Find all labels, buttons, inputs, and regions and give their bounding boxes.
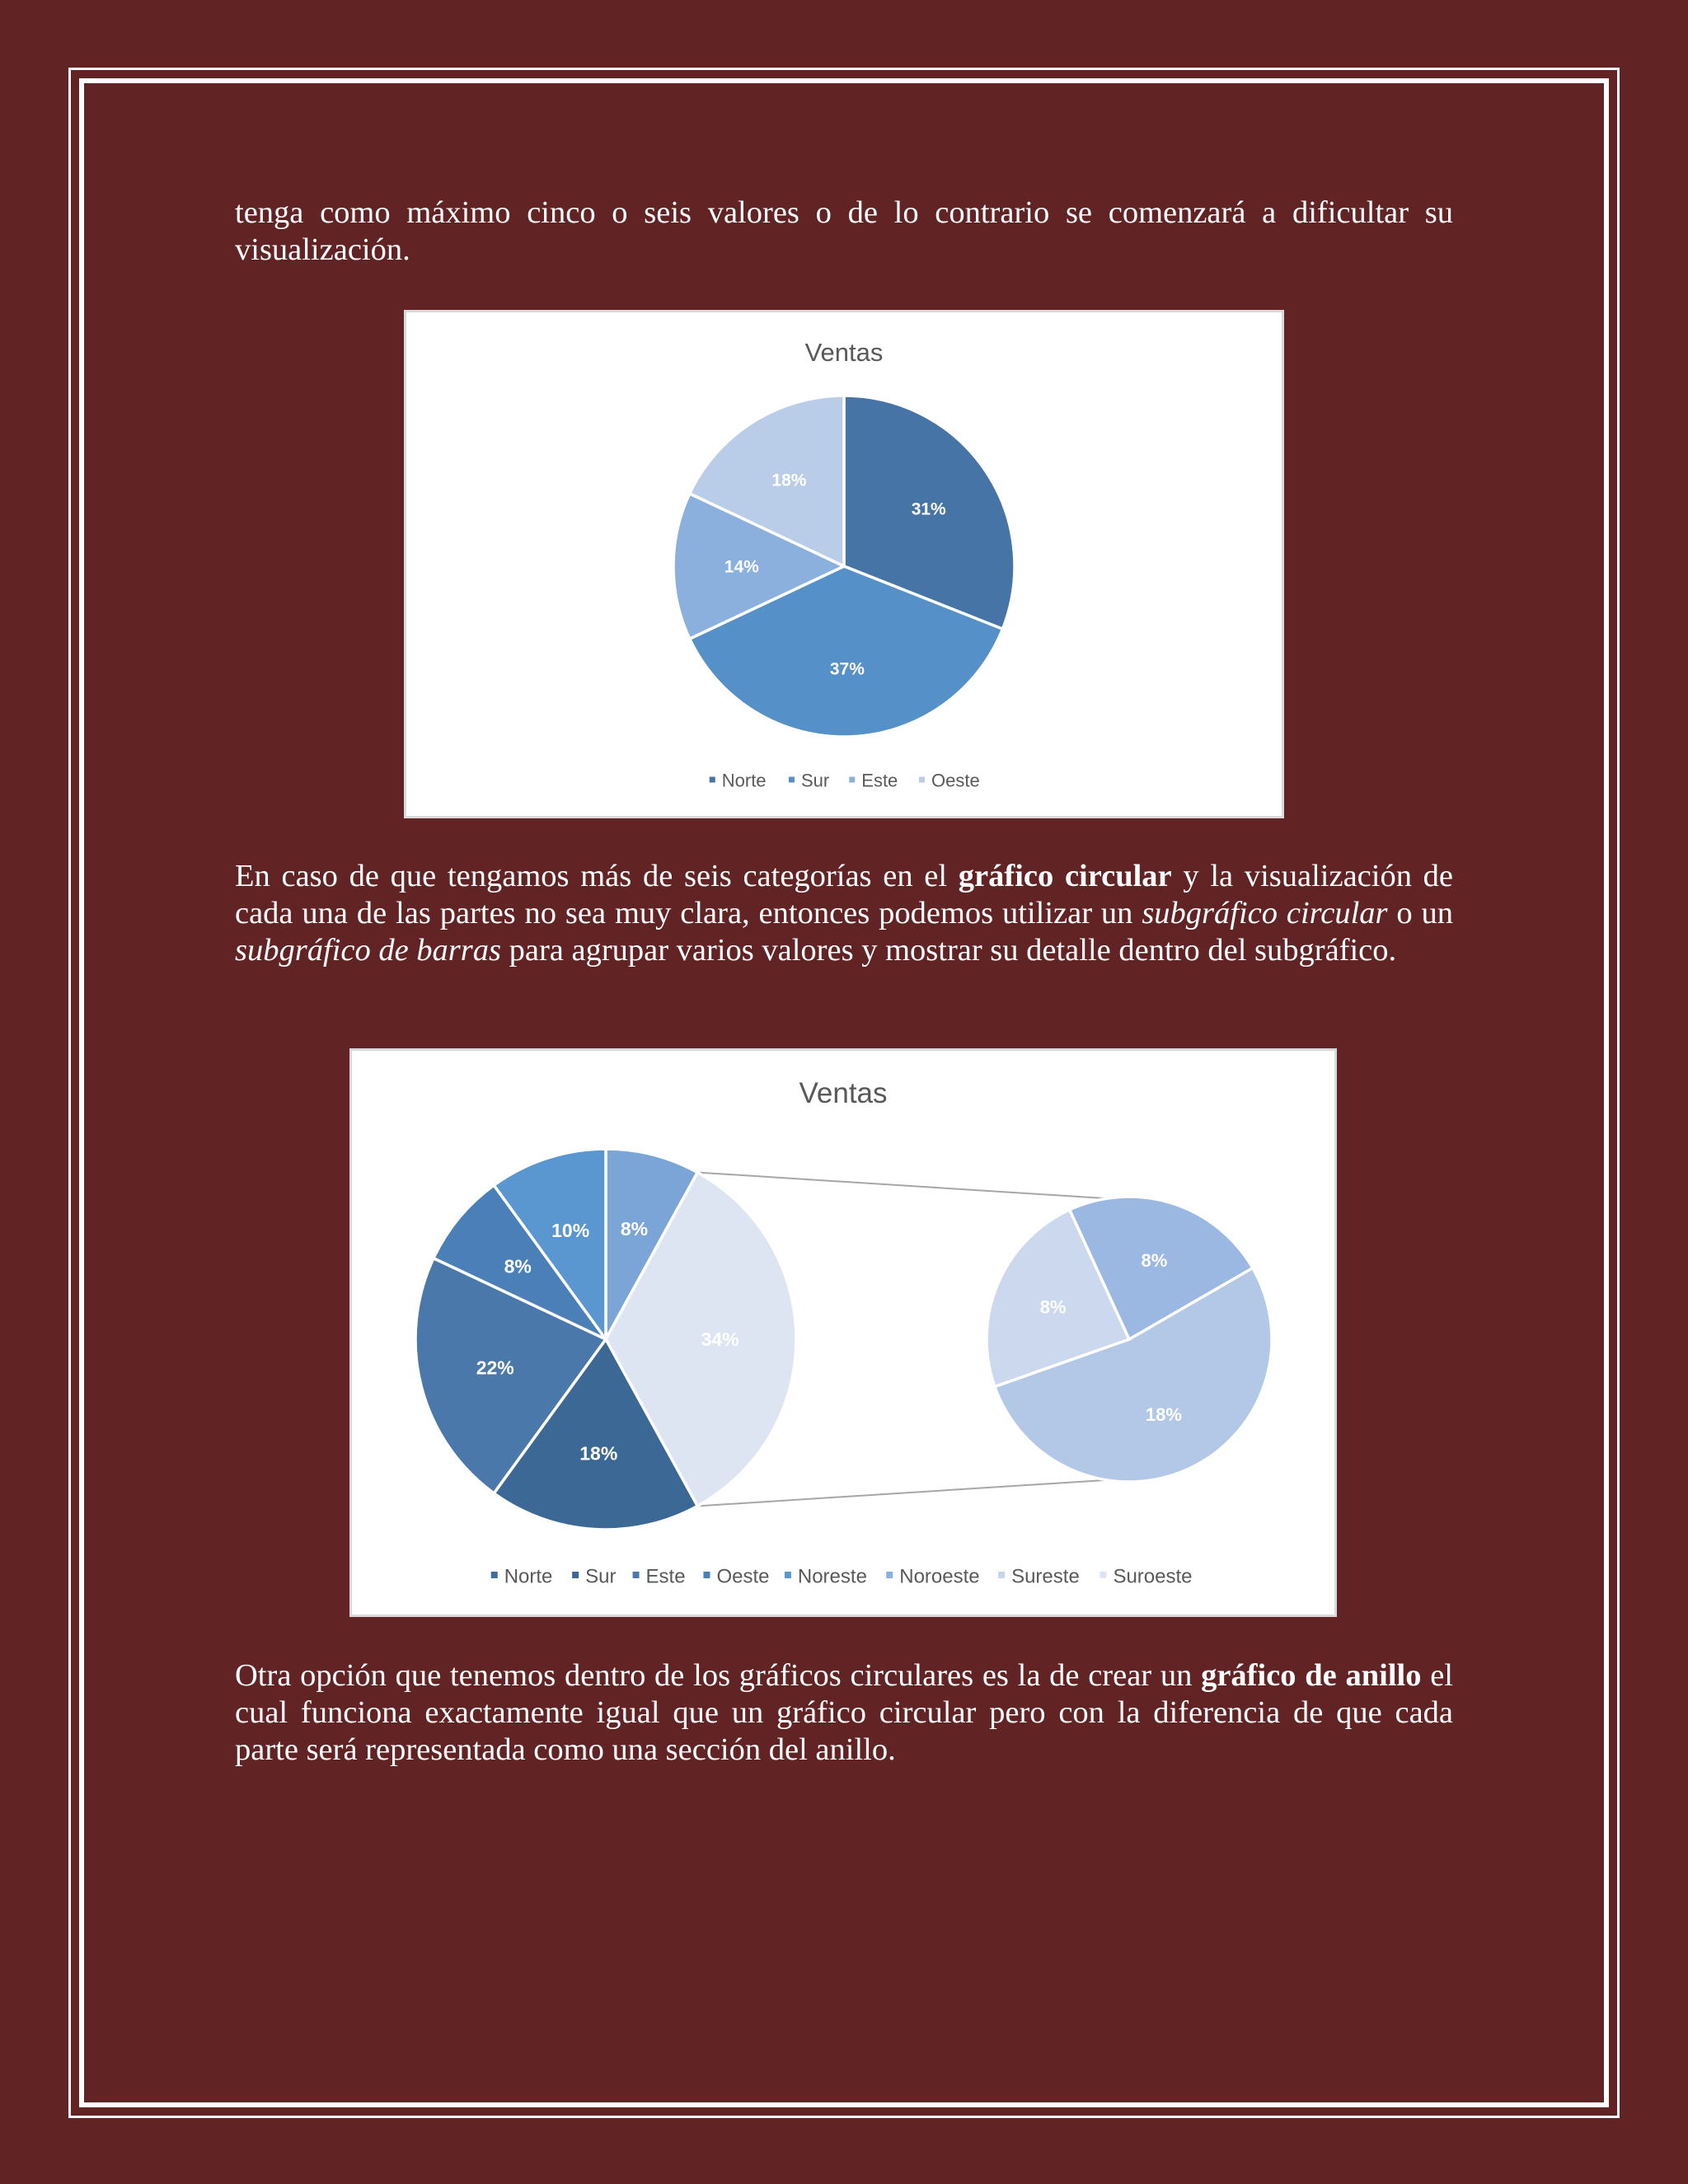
paragraph-donut xyxy=(235,1657,1453,1769)
connector-line-bottom xyxy=(697,1480,1104,1506)
data-label: 18% xyxy=(1145,1404,1182,1425)
paragraph-intro xyxy=(235,194,1453,269)
legend-label: Este xyxy=(861,770,898,791)
legend-marker xyxy=(849,777,855,783)
legend-label: Oeste xyxy=(716,1565,770,1588)
data-label: 8% xyxy=(1039,1296,1067,1318)
paragraph-donut-text: el cual funciona exactamente igual que un gráfico circular pero con la diferencia de que cada parte será representada como una sección del anillo. xyxy=(235,1658,1453,1767)
data-label: 18% xyxy=(579,1442,618,1465)
legend-label: Norte xyxy=(504,1565,553,1588)
data-label: 8% xyxy=(504,1255,532,1277)
legend-label: Norte xyxy=(721,770,767,791)
legend-label: Sur xyxy=(800,770,830,791)
legend-label: Noroeste xyxy=(899,1565,980,1588)
chart-legend xyxy=(491,1565,1193,1587)
paragraph-donut-text: Otra opción que tenemos dentro de los gráficos circulares es la de crear un xyxy=(235,1658,1202,1693)
paragraph-subgraph-text: para agrupar varios valores y mostrar su detalle dentro del subgráfico. xyxy=(500,933,1397,968)
paragraph-intro-text: tenga como máximo cinco o seis valores o de lo contrario se comenzará a dificultar su visualización. xyxy=(235,195,1453,267)
bold-term-grafico-circular: gráfico circular xyxy=(958,859,1172,893)
legend-label: Sur xyxy=(585,1565,617,1588)
legend-label: Sureste xyxy=(1011,1565,1080,1588)
chart-legend xyxy=(710,771,980,791)
legend-marker xyxy=(886,1572,893,1578)
legend-label: Oeste xyxy=(931,770,980,791)
bold-term-grafico-anillo: gráfico de anillo xyxy=(1201,1658,1422,1693)
chart-title: Ventas xyxy=(804,338,884,367)
legend-marker xyxy=(789,777,795,783)
italic-term-subgrafico-circular: subgráfico circular xyxy=(1142,896,1388,930)
legend-marker xyxy=(703,1572,710,1578)
data-label: 8% xyxy=(620,1217,649,1240)
legend-marker xyxy=(710,777,715,783)
chart-title: Ventas xyxy=(799,1077,888,1109)
main-pie-slices xyxy=(415,1149,796,1530)
pie-of-pie-svg xyxy=(352,1051,1334,1615)
data-label: 34% xyxy=(701,1329,739,1351)
legend-marker xyxy=(998,1572,1005,1578)
paragraph-subgraph-text: En caso de que tengamos más de seis categorías en el xyxy=(235,859,959,893)
data-label: 31% xyxy=(911,499,946,519)
legend-label: Noreste xyxy=(797,1565,867,1588)
italic-term-subgrafico-barras: subgráfico de barras xyxy=(235,933,501,968)
data-label: 14% xyxy=(724,557,759,577)
legend-label: Este xyxy=(645,1565,686,1588)
legend-marker xyxy=(919,777,925,783)
data-label: 22% xyxy=(476,1357,514,1379)
connector-line-top xyxy=(697,1173,1104,1198)
pie-chart-ventas xyxy=(404,310,1284,818)
legend-marker xyxy=(633,1572,640,1578)
data-label: 10% xyxy=(551,1220,590,1242)
legend-marker xyxy=(572,1572,579,1578)
legend-marker xyxy=(491,1572,498,1578)
paragraph-subgraph xyxy=(235,858,1453,969)
data-label: 18% xyxy=(771,471,807,490)
data-label: 37% xyxy=(829,659,865,679)
legend-marker xyxy=(1100,1572,1106,1578)
legend-label: Suroeste xyxy=(1113,1565,1193,1588)
paragraph-subgraph-text: y la visualización de cada una de las partes no sea muy clara, entonces podemos utilizar un xyxy=(235,859,1454,930)
legend-marker xyxy=(785,1572,791,1578)
secondary-pie-slices xyxy=(987,1197,1272,1482)
pie-chart-svg xyxy=(406,312,1282,816)
data-label: 8% xyxy=(1141,1250,1168,1272)
pie-of-pie-chart-ventas xyxy=(349,1048,1337,1617)
paragraph-subgraph-text: o un xyxy=(1387,896,1454,930)
